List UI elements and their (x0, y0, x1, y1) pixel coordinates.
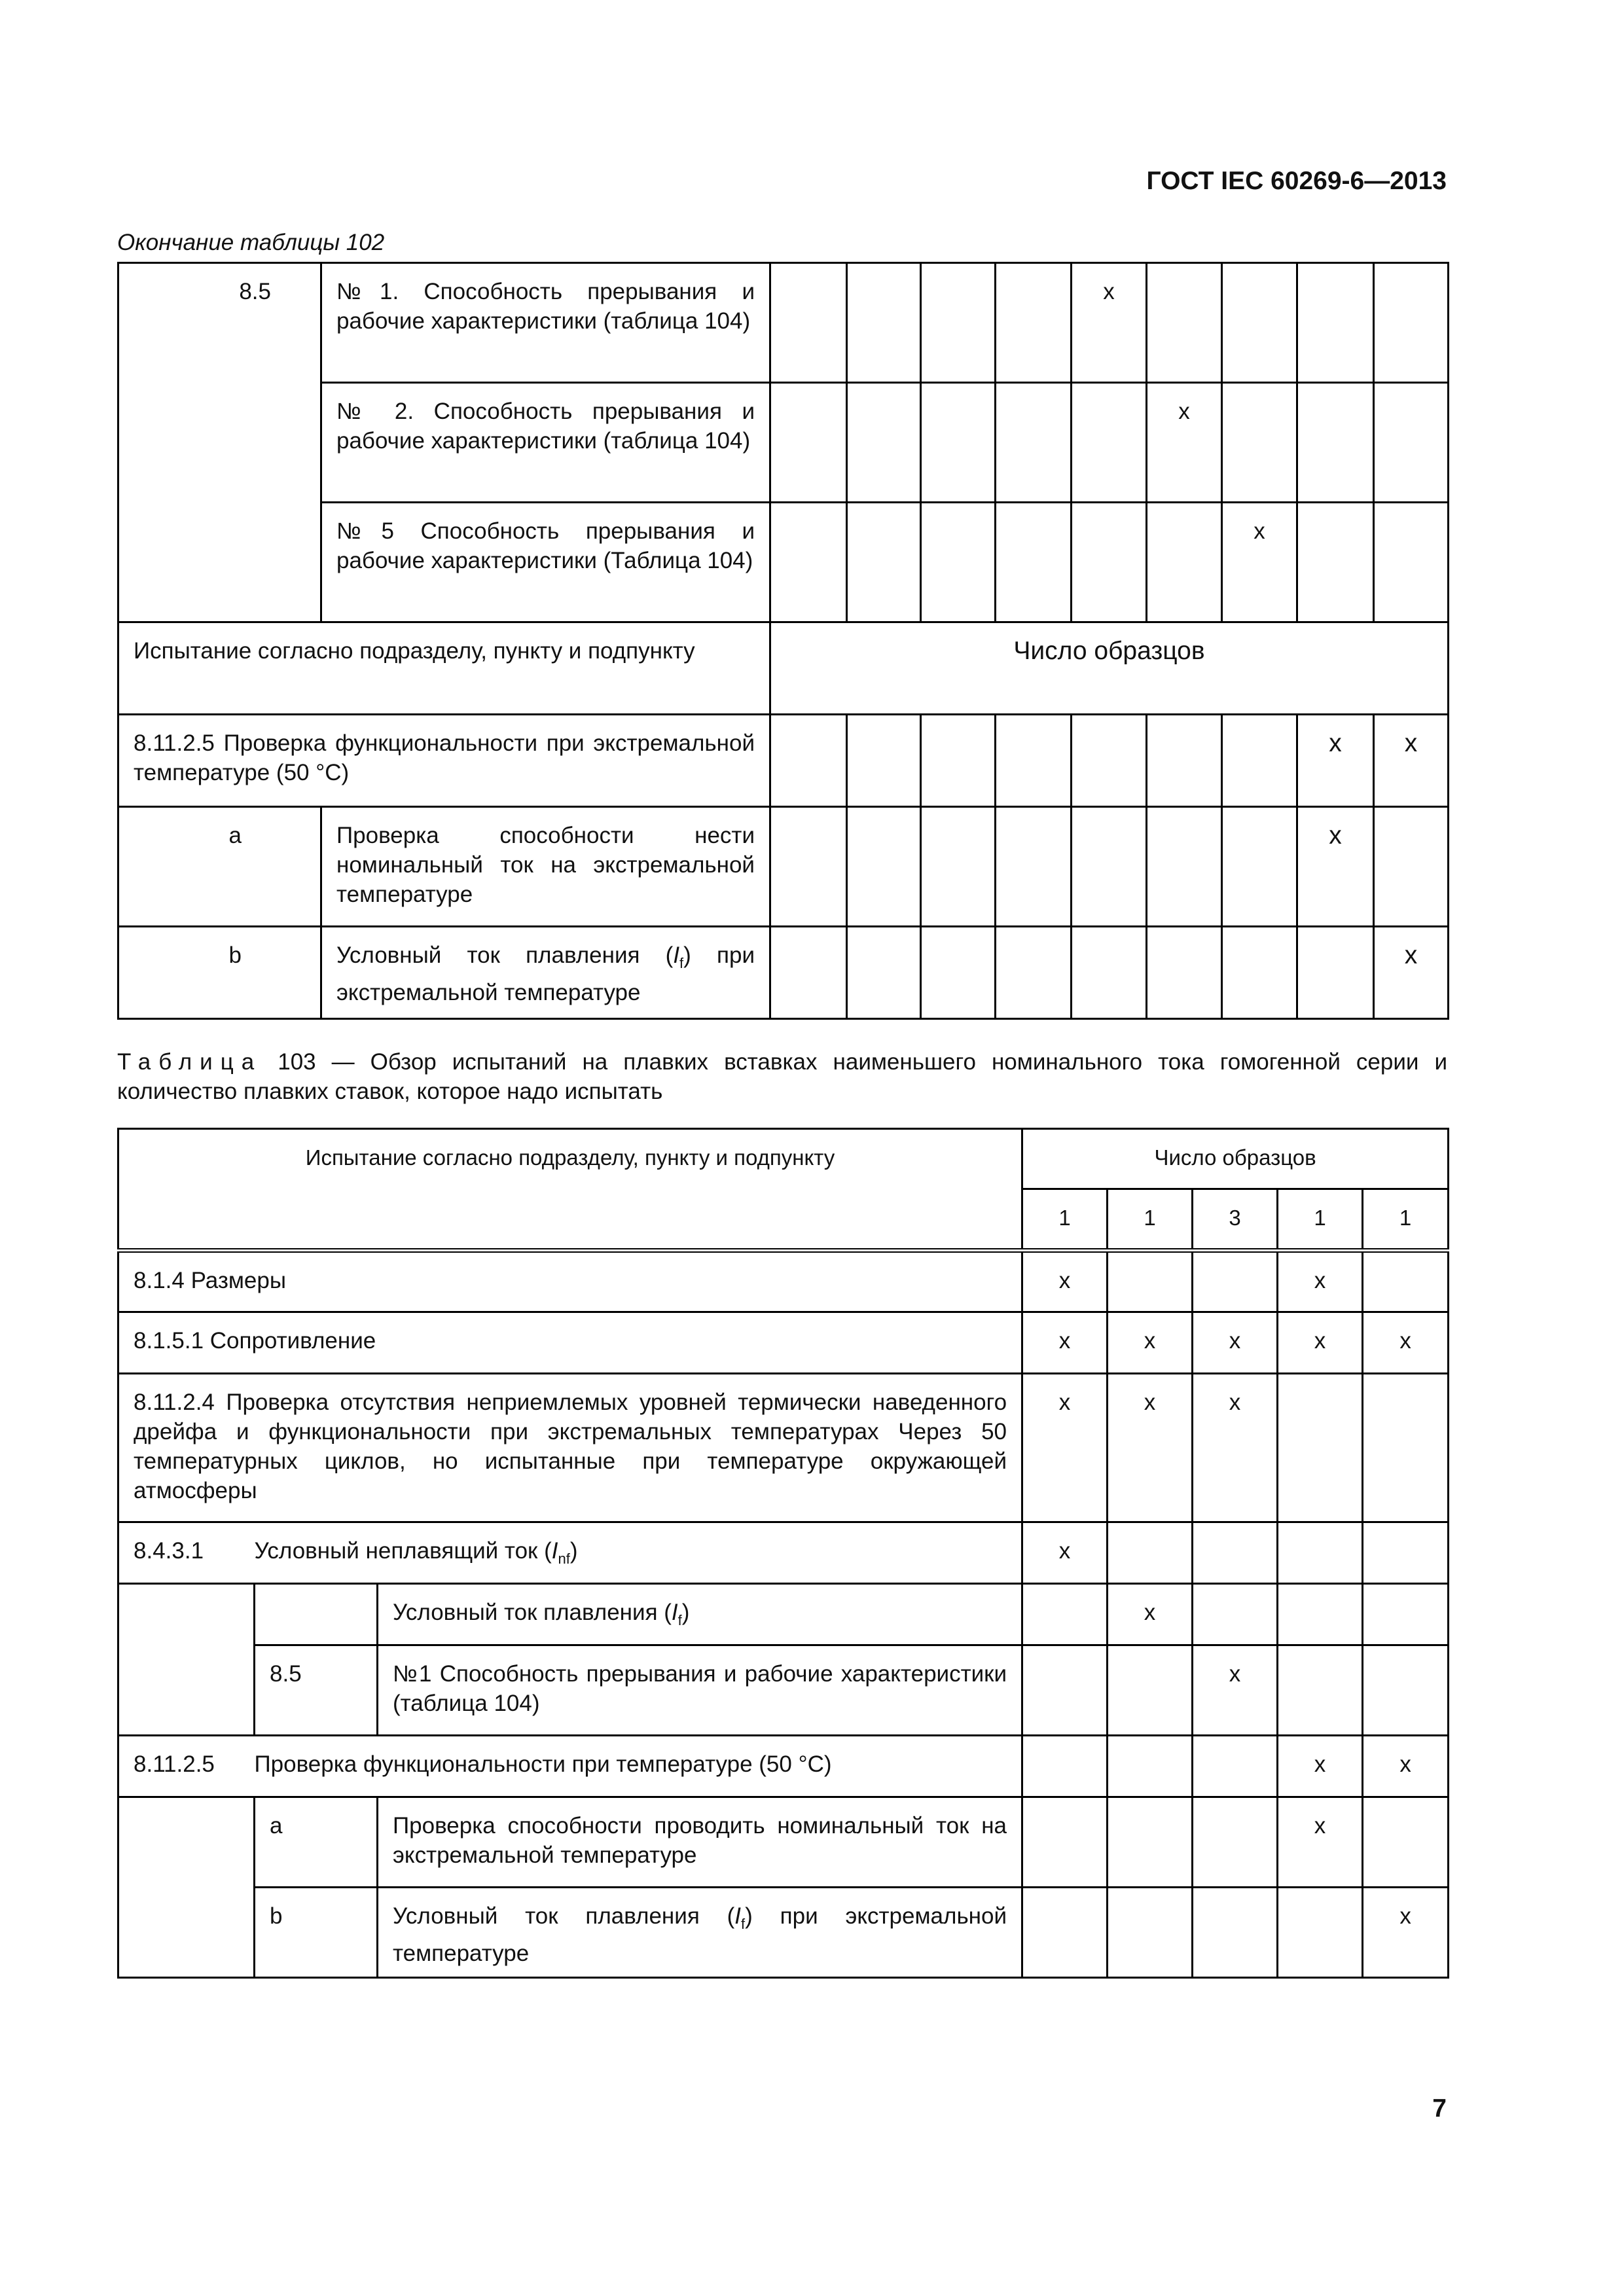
mark (1363, 1522, 1449, 1584)
mark: x (1022, 1251, 1108, 1312)
count: 1 (1363, 1189, 1449, 1251)
mark: x (1297, 715, 1374, 807)
mark: x (1022, 1374, 1108, 1522)
row-number: 8.5 (255, 1645, 378, 1736)
table-row (118, 807, 1449, 927)
mark: x (1363, 1736, 1449, 1797)
table-row (118, 1888, 1449, 1978)
mark (1278, 1374, 1363, 1522)
mark (1193, 1584, 1278, 1645)
mark (1278, 1522, 1363, 1584)
mark: x (1022, 1312, 1108, 1374)
header-right: Число образцов (1022, 1129, 1449, 1189)
mark (1022, 1736, 1108, 1797)
document-header: ГОСТ IEC 60269-6—2013 (1146, 167, 1447, 195)
mark: x (1193, 1374, 1278, 1522)
row-text: 8.11.2.4 Проверка отсутствия неприемлемых уровней термически наведенного дрейфа и функциональности при экстремальных температурах Через 50 температурных циклов, но испытанные при температуре окружающей атмосферы (118, 1374, 1022, 1522)
mark: x (1222, 503, 1297, 622)
mark (1193, 1797, 1278, 1888)
sub-label: b (118, 927, 321, 1019)
mark (1022, 1584, 1108, 1645)
table-row (118, 1374, 1449, 1522)
mark: x (1072, 263, 1147, 383)
mark: x (1147, 383, 1222, 503)
mark: x (1108, 1374, 1193, 1522)
mark (1193, 1251, 1278, 1312)
table-row (118, 263, 1449, 383)
row-number: 8.4.3.1 (118, 1522, 255, 1584)
table-header-row (118, 1129, 1449, 1189)
mark (1363, 1645, 1449, 1736)
mark (1193, 1888, 1278, 1978)
table-row (118, 1645, 1449, 1736)
row-text: Проверка функциональности при температуре (50 °С) (255, 1736, 1022, 1797)
mark: x (1278, 1736, 1363, 1797)
table-row (118, 1797, 1449, 1888)
mark (1108, 1736, 1193, 1797)
mark (1363, 1374, 1449, 1522)
row-text: Проверка способности проводить номинальный ток на экстремальной температуре (378, 1797, 1022, 1888)
mark (1278, 1888, 1363, 1978)
table-row (118, 1251, 1449, 1312)
mark (1363, 1797, 1449, 1888)
row-text: №1. Способность прерывания и рабочие характеристики (таблица 104) (321, 263, 770, 383)
table-row (118, 1312, 1449, 1374)
mark (1108, 1522, 1193, 1584)
row-text: Проверка способности нести номинальный ток на экстремальной температуре (321, 807, 770, 927)
header-right: Число образцов (770, 622, 1449, 715)
row-text: Условный ток плавления $(I_f)$ при экстремальной температуре (378, 1888, 1022, 1978)
table-row (118, 1522, 1449, 1584)
header-left: Испытание согласно подразделу, пункту и подпункту (118, 1129, 1022, 1251)
sub-label: b (255, 1888, 378, 1978)
mark: x (1108, 1312, 1193, 1374)
row-text: Условный ток плавления $(I_f)$ при экстремальной температуре (321, 927, 770, 1019)
mark (1108, 1645, 1193, 1736)
mark (1108, 1797, 1193, 1888)
count: 3 (1193, 1189, 1278, 1251)
mark: x (1363, 1888, 1449, 1978)
mark (1278, 1645, 1363, 1736)
count: 1 (1108, 1189, 1193, 1251)
page-number: 7 (1432, 2094, 1447, 2123)
row-text: №5 Способность прерывания и рабочие характеристики (Таблица 104) (321, 503, 770, 622)
row-text: № 2. Способность прерывания и рабочие характеристики (таблица 104) (321, 383, 770, 503)
mark (1022, 1888, 1108, 1978)
mark: x (1278, 1251, 1363, 1312)
count: 1 (1278, 1189, 1363, 1251)
row-text: 8.1.5.1 Сопротивление (118, 1312, 1022, 1374)
section-number: 8.5 (118, 263, 321, 622)
mark (1193, 1736, 1278, 1797)
mark (1363, 1251, 1449, 1312)
row-text: Условный ток плавления $(I_f)$ (378, 1584, 1022, 1645)
mark: x (1374, 715, 1449, 807)
mark: x (1278, 1312, 1363, 1374)
row-text: 8.11.2.5 Проверка функциональности при экстремальной температуре (50 °С) (118, 715, 770, 807)
mark (1022, 1797, 1108, 1888)
table-row (118, 927, 1449, 1019)
mark: x (1363, 1312, 1449, 1374)
mark (1108, 1888, 1193, 1978)
table-row (118, 1736, 1449, 1797)
mark: x (1193, 1645, 1278, 1736)
mark (1108, 1251, 1193, 1312)
header-left: Испытание согласно подразделу, пункту и подпункту (118, 622, 770, 715)
continuation-label: Окончание таблицы 102 (117, 230, 385, 255)
row-text: Условный неплавящий ток $(I_{nf})$ (255, 1522, 1022, 1584)
table-103-caption: Таблица 103 — Обзор испытаний на плавких вставках наименьшего номинального тока гомогенной серии и количество плавких ставок, которое надо испытать (117, 1049, 1447, 1104)
mark (1363, 1584, 1449, 1645)
table-103 (117, 1128, 1449, 1979)
mark: x (1108, 1584, 1193, 1645)
mark: x (1022, 1522, 1108, 1584)
count: 1 (1022, 1189, 1108, 1251)
mark (1193, 1522, 1278, 1584)
mark (1022, 1645, 1108, 1736)
table-header-row (118, 622, 1449, 715)
table-102 (117, 262, 1449, 1020)
mark: x (1374, 927, 1449, 1019)
sub-label: a (255, 1797, 378, 1888)
mark (1278, 1584, 1363, 1645)
sub-label: a (118, 807, 321, 927)
row-text: 8.1.4 Размеры (118, 1251, 1022, 1312)
table-row (118, 1584, 1449, 1645)
row-text: №1 Способность прерывания и рабочие характеристики (таблица 104) (378, 1645, 1022, 1736)
mark: x (1297, 807, 1374, 927)
mark: x (1193, 1312, 1278, 1374)
mark: x (1278, 1797, 1363, 1888)
row-number: 8.11.2.5 (118, 1736, 255, 1797)
table-row (118, 715, 1449, 807)
